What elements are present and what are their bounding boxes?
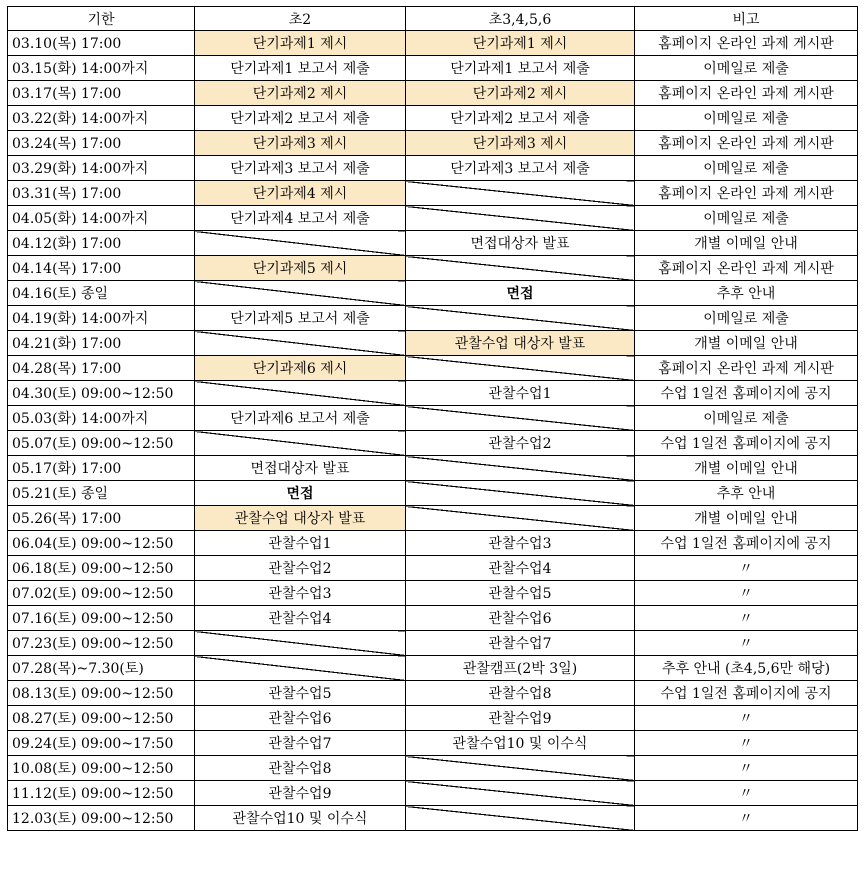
table-row — [8, 706, 858, 731]
grade3to6-cell: 단기과제2 보고서 제출 — [406, 106, 635, 131]
note-cell: 〃 — [635, 781, 858, 806]
table-row — [8, 531, 858, 556]
grade2-cell: 관찰수업 대상자 발표 — [195, 506, 406, 531]
grade3to6-cell-empty — [406, 781, 635, 806]
grade2-cell: 단기과제1 제시 — [195, 31, 406, 56]
grade2-cell-empty — [195, 381, 406, 406]
note-cell: 〃 — [635, 606, 858, 631]
table-row — [8, 356, 858, 381]
grade3to6-cell-empty — [406, 806, 635, 831]
table-row — [8, 106, 858, 131]
grade3to6-cell-empty — [406, 481, 635, 506]
table-row — [8, 481, 858, 506]
note-cell: 홈페이지 온라인 과제 게시판 — [635, 81, 858, 106]
deadline-cell: 03.31(목) 17:00 — [8, 181, 195, 206]
table-row — [8, 381, 858, 406]
table-row — [8, 756, 858, 781]
grade2-cell: 관찰수업10 및 이수식 — [195, 806, 406, 831]
table-row — [8, 156, 858, 181]
note-cell: 이메일로 제출 — [635, 156, 858, 181]
grade2-cell: 단기과제6 보고서 제출 — [195, 406, 406, 431]
table-row — [8, 306, 858, 331]
table-row — [8, 581, 858, 606]
grade3to6-cell: 관찰수업 대상자 발표 — [406, 331, 635, 356]
note-cell: 〃 — [635, 731, 858, 756]
grade2-cell-empty — [195, 431, 406, 456]
deadline-cell: 07.28(목)~7.30(토) — [8, 656, 195, 681]
note-cell: 추후 안내 — [635, 481, 858, 506]
deadline-cell: 03.29(화) 14:00까지 — [8, 156, 195, 181]
deadline-cell: 05.17(화) 17:00 — [8, 456, 195, 481]
grade2-cell: 관찰수업6 — [195, 706, 406, 731]
grade3to6-cell-empty — [406, 206, 635, 231]
grade2-cell: 관찰수업9 — [195, 781, 406, 806]
note-cell: 〃 — [635, 581, 858, 606]
deadline-cell: 07.16(토) 09:00~12:50 — [8, 606, 195, 631]
grade2-cell: 관찰수업4 — [195, 606, 406, 631]
deadline-cell: 03.17(목) 17:00 — [8, 81, 195, 106]
note-cell: 〃 — [635, 756, 858, 781]
note-cell: 수업 1일전 홈페이지에 공지 — [635, 431, 858, 456]
grade2-cell: 단기과제3 보고서 제출 — [195, 156, 406, 181]
grade3to6-cell-empty — [406, 756, 635, 781]
deadline-cell: 07.02(토) 09:00~12:50 — [8, 581, 195, 606]
table-row — [8, 806, 858, 831]
grade2-cell: 관찰수업8 — [195, 756, 406, 781]
deadline-cell: 04.30(토) 09:00~12:50 — [8, 381, 195, 406]
table-row — [8, 331, 858, 356]
grade3to6-cell: 관찰수업4 — [406, 556, 635, 581]
table-row — [8, 731, 858, 756]
grade3to6-cell: 단기과제2 제시 — [406, 81, 635, 106]
grade2-cell: 관찰수업2 — [195, 556, 406, 581]
deadline-cell: 08.27(토) 09:00~12:50 — [8, 706, 195, 731]
header-deadline: 기한 — [8, 7, 195, 31]
grade3to6-cell-empty — [406, 181, 635, 206]
table-row — [8, 456, 858, 481]
grade2-cell: 단기과제4 보고서 제출 — [195, 206, 406, 231]
deadline-cell: 05.21(토) 종일 — [8, 481, 195, 506]
grade2-cell: 단기과제2 보고서 제출 — [195, 106, 406, 131]
grade3to6-cell: 관찰수업8 — [406, 681, 635, 706]
deadline-cell: 03.22(화) 14:00까지 — [8, 106, 195, 131]
table-row — [8, 56, 858, 81]
note-cell: 이메일로 제출 — [635, 406, 858, 431]
grade3to6-cell-empty — [406, 506, 635, 531]
grade2-cell: 단기과제4 제시 — [195, 181, 406, 206]
table-row — [8, 256, 858, 281]
deadline-cell: 05.26(목) 17:00 — [8, 506, 195, 531]
grade3to6-cell-empty — [406, 456, 635, 481]
deadline-cell: 11.12(토) 09:00~12:50 — [8, 781, 195, 806]
grade3to6-cell: 관찰수업1 — [406, 381, 635, 406]
deadline-cell: 04.05(화) 14:00까지 — [8, 206, 195, 231]
note-cell: 이메일로 제출 — [635, 106, 858, 131]
header-grade3to6: 초3,4,5,6 — [406, 7, 635, 31]
table-row — [8, 656, 858, 681]
grade3to6-cell: 관찰수업9 — [406, 706, 635, 731]
grade2-cell: 단기과제3 제시 — [195, 131, 406, 156]
grade2-cell: 단기과제1 보고서 제출 — [195, 56, 406, 81]
note-cell: 개별 이메일 안내 — [635, 456, 858, 481]
grade2-cell: 단기과제2 제시 — [195, 81, 406, 106]
note-cell: 이메일로 제출 — [635, 206, 858, 231]
note-cell: 추후 안내 — [635, 281, 858, 306]
deadline-cell: 05.07(토) 09:00~12:50 — [8, 431, 195, 456]
grade2-cell: 단기과제6 제시 — [195, 356, 406, 381]
deadline-cell: 05.03(화) 14:00까지 — [8, 406, 195, 431]
grade3to6-cell: 단기과제1 보고서 제출 — [406, 56, 635, 81]
table-row — [8, 781, 858, 806]
grade3to6-cell: 관찰수업6 — [406, 606, 635, 631]
note-cell: 수업 1일전 홈페이지에 공지 — [635, 531, 858, 556]
note-cell: 홈페이지 온라인 과제 게시판 — [635, 256, 858, 281]
grade2-cell: 관찰수업7 — [195, 731, 406, 756]
note-cell: 〃 — [635, 806, 858, 831]
grade3to6-cell: 면접대상자 발표 — [406, 231, 635, 256]
grade2-cell-empty — [195, 656, 406, 681]
grade3to6-cell: 관찰수업10 및 이수식 — [406, 731, 635, 756]
grade2-cell-empty — [195, 281, 406, 306]
note-cell: 〃 — [635, 556, 858, 581]
note-cell: 〃 — [635, 706, 858, 731]
note-cell: 수업 1일전 홈페이지에 공지 — [635, 381, 858, 406]
deadline-cell: 08.13(토) 09:00~12:50 — [8, 681, 195, 706]
grade2-cell: 단기과제5 보고서 제출 — [195, 306, 406, 331]
note-cell: 이메일로 제출 — [635, 56, 858, 81]
grade2-cell: 관찰수업3 — [195, 581, 406, 606]
deadline-cell: 09.24(토) 09:00~17:50 — [8, 731, 195, 756]
deadline-cell: 04.21(화) 17:00 — [8, 331, 195, 356]
grade3to6-cell: 면접 — [406, 281, 635, 306]
note-cell: 홈페이지 온라인 과제 게시판 — [635, 131, 858, 156]
note-cell: 홈페이지 온라인 과제 게시판 — [635, 356, 858, 381]
table-row — [8, 81, 858, 106]
deadline-cell: 04.14(목) 17:00 — [8, 256, 195, 281]
grade3to6-cell: 단기과제1 제시 — [406, 31, 635, 56]
grade2-cell: 단기과제5 제시 — [195, 256, 406, 281]
note-cell: 개별 이메일 안내 — [635, 506, 858, 531]
grade2-cell: 관찰수업1 — [195, 531, 406, 556]
table-row — [8, 606, 858, 631]
deadline-cell: 10.08(토) 09:00~12:50 — [8, 756, 195, 781]
schedule-body — [8, 31, 858, 831]
table-row — [8, 281, 858, 306]
table-row — [8, 206, 858, 231]
grade3to6-cell: 관찰수업2 — [406, 431, 635, 456]
note-cell: 개별 이메일 안내 — [635, 331, 858, 356]
table-row — [8, 31, 858, 56]
grade2-cell: 면접대상자 발표 — [195, 456, 406, 481]
schedule-table — [7, 6, 858, 831]
deadline-cell: 06.04(토) 09:00~12:50 — [8, 531, 195, 556]
deadline-cell: 04.12(화) 17:00 — [8, 231, 195, 256]
grade2-cell: 관찰수업5 — [195, 681, 406, 706]
deadline-cell: 12.03(토) 09:00~12:50 — [8, 806, 195, 831]
deadline-cell: 04.16(토) 종일 — [8, 281, 195, 306]
deadline-cell: 03.24(목) 17:00 — [8, 131, 195, 156]
deadline-cell: 06.18(토) 09:00~12:50 — [8, 556, 195, 581]
note-cell: 개별 이메일 안내 — [635, 231, 858, 256]
note-cell: 추후 안내 (초4,5,6만 해당) — [635, 656, 858, 681]
header-row — [8, 7, 858, 31]
grade3to6-cell: 관찰수업7 — [406, 631, 635, 656]
grade3to6-cell-empty — [406, 256, 635, 281]
grade3to6-cell: 단기과제3 보고서 제출 — [406, 156, 635, 181]
grade3to6-cell: 관찰수업5 — [406, 581, 635, 606]
table-row — [8, 406, 858, 431]
note-cell: 〃 — [635, 631, 858, 656]
table-row — [8, 556, 858, 581]
header-note: 비고 — [635, 7, 858, 31]
grade3to6-cell: 관찰수업3 — [406, 531, 635, 556]
header-grade2: 초2 — [195, 7, 406, 31]
note-cell: 홈페이지 온라인 과제 게시판 — [635, 181, 858, 206]
grade2-cell: 면접 — [195, 481, 406, 506]
note-cell: 홈페이지 온라인 과제 게시판 — [635, 31, 858, 56]
table-row — [8, 231, 858, 256]
grade3to6-cell-empty — [406, 356, 635, 381]
table-row — [8, 131, 858, 156]
table-row — [8, 506, 858, 531]
grade3to6-cell-empty — [406, 306, 635, 331]
deadline-cell: 04.19(화) 14:00까지 — [8, 306, 195, 331]
deadline-cell: 07.23(토) 09:00~12:50 — [8, 631, 195, 656]
grade3to6-cell-empty — [406, 406, 635, 431]
deadline-cell: 03.15(화) 14:00까지 — [8, 56, 195, 81]
deadline-cell: 03.10(목) 17:00 — [8, 31, 195, 56]
table-row — [8, 631, 858, 656]
table-row — [8, 431, 858, 456]
grade2-cell-empty — [195, 331, 406, 356]
grade2-cell-empty — [195, 231, 406, 256]
note-cell: 수업 1일전 홈페이지에 공지 — [635, 681, 858, 706]
grade3to6-cell: 단기과제3 제시 — [406, 131, 635, 156]
table-row — [8, 181, 858, 206]
note-cell: 이메일로 제출 — [635, 306, 858, 331]
deadline-cell: 04.28(목) 17:00 — [8, 356, 195, 381]
table-row — [8, 681, 858, 706]
grade3to6-cell: 관찰캠프(2박 3일) — [406, 656, 635, 681]
grade2-cell-empty — [195, 631, 406, 656]
